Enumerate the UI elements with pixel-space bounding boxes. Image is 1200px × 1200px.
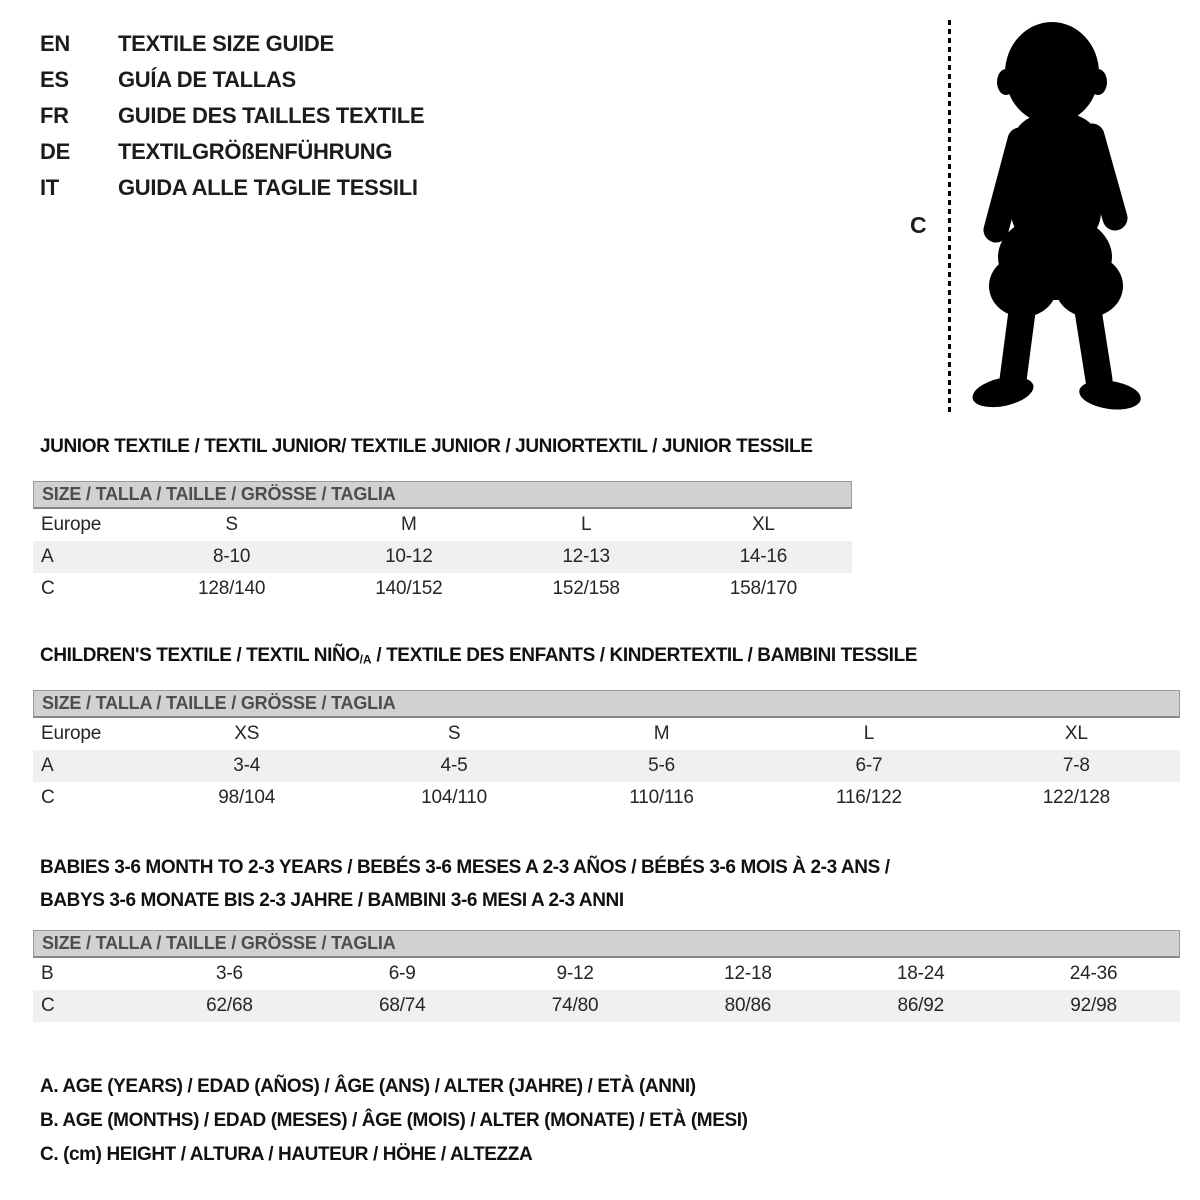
value-cell: 68/74: [378, 995, 426, 1016]
language-code: DE: [40, 139, 70, 164]
column-header-cell: Europe: [41, 514, 102, 535]
value-cell: 98/104: [218, 787, 276, 808]
value-cell: 122/128: [1042, 787, 1110, 808]
value-cell: 110/116: [629, 787, 694, 808]
language-row: [40, 62, 424, 98]
language-title: GUIDE DES TAILLES TEXTILE: [118, 103, 425, 128]
children-header-row: [33, 718, 1180, 750]
value-cell: 12-13: [562, 546, 610, 567]
column-header-cell: XL: [751, 514, 775, 535]
value-cell: 18-24: [896, 963, 945, 984]
children-section-heading: [40, 645, 917, 667]
height-measure-label: C: [910, 212, 927, 238]
language-code: EN: [40, 31, 70, 56]
babies-row-b: [33, 958, 1180, 990]
babies-heading-line1: BABIES 3-6 MONTH TO 2-3 YEARS / BEBÉS 3-6 MESES A 2-3 AÑOS / BÉBÉS 3-6 MOIS À 2-3 ANS /: [40, 856, 890, 878]
column-header-cell: Europe: [41, 723, 102, 744]
children-row-c: [33, 782, 1180, 814]
value-cell: 152/158: [552, 578, 620, 599]
babies-size-table: [33, 930, 1180, 1022]
babies-heading-line2: BABYS 3-6 MONATE BIS 2-3 JAHRE / BAMBINI 3-6 MESI A 2-3 ANNI: [40, 889, 624, 911]
column-header-cell: L: [580, 514, 592, 535]
row-label-cell: C: [41, 787, 55, 808]
value-cell: 158/170: [729, 578, 798, 599]
row-label-cell: A: [41, 546, 54, 567]
children-size-table: [33, 690, 1180, 814]
column-header-cell: XS: [234, 723, 260, 744]
language-title: GUÍA DE TALLAS: [118, 67, 296, 92]
value-cell: 10-12: [385, 546, 433, 567]
junior-row-c: [33, 573, 852, 605]
row-label-cell: B: [41, 963, 54, 984]
column-header-cell: M: [401, 514, 417, 535]
junior-row-a: [33, 541, 852, 573]
value-cell: 9-12: [556, 963, 594, 984]
junior-size-bar: SIZE / TALLA / TAILLE / GRÖSSE / TAGLIA: [33, 481, 852, 509]
value-cell: 128/140: [197, 578, 266, 599]
language-row: [40, 170, 424, 206]
column-header-cell: M: [653, 723, 670, 744]
babies-size-bar: SIZE / TALLA / TAILLE / GRÖSSE / TAGLIA: [33, 930, 1180, 958]
row-label-cell: A: [41, 755, 54, 776]
value-cell: 80/86: [724, 995, 772, 1016]
value-cell: 5-6: [648, 755, 675, 776]
children-row-a: [33, 750, 1180, 782]
value-cell: 140/152: [375, 578, 443, 599]
value-cell: 12-18: [724, 963, 772, 984]
value-cell: 86/92: [897, 995, 944, 1016]
value-cell: 74/80: [551, 995, 599, 1016]
language-row: [40, 98, 424, 134]
babies-row-c: [33, 990, 1180, 1022]
measure-legend: [40, 1070, 748, 1172]
height-measure-dashed-line: [948, 20, 951, 416]
language-title: TEXTILE SIZE GUIDE: [118, 31, 334, 56]
children-heading-subscript: /A: [359, 653, 372, 667]
legend-line-a: A. AGE (YEARS) / EDAD (AÑOS) / ÂGE (ANS) / ALTER (JAHRE) / ETÀ (ANNI): [40, 1076, 696, 1097]
legend-line-b: B. AGE (MONTHS) / EDAD (MESES) / ÂGE (MOIS) / ALTER (MONATE) / ETÀ (MESI): [40, 1110, 748, 1131]
junior-section-heading: JUNIOR TEXTILE / TEXTIL JUNIOR/ TEXTILE JUNIOR / JUNIORTEXTIL / JUNIOR TESSILE: [40, 436, 813, 457]
language-title-list: [40, 26, 424, 206]
junior-size-table: [33, 481, 852, 605]
toddler-silhouette-icon: [962, 16, 1146, 422]
value-cell: 3-4: [233, 755, 261, 776]
column-header-cell: XL: [1064, 723, 1088, 744]
value-cell: 116/122: [835, 787, 902, 808]
value-cell: 92/98: [1070, 995, 1117, 1016]
children-heading-text: CHILDREN'S TEXTILE / TEXTIL NIÑO: [40, 645, 360, 666]
row-label-cell: C: [41, 995, 55, 1016]
value-cell: 3-6: [215, 963, 243, 984]
value-cell: 62/68: [206, 995, 253, 1016]
value-cell: 7-8: [1062, 755, 1090, 776]
language-title: TEXTILGRÖßENFÜHRUNG: [118, 139, 393, 164]
language-code: IT: [40, 175, 59, 200]
language-row: [40, 26, 424, 62]
legend-line-c: C. (cm) HEIGHT / ALTURA / HAUTEUR / HÖHE / ALTEZZA: [40, 1144, 533, 1165]
babies-section-heading: [40, 851, 890, 917]
value-cell: 14-16: [739, 546, 788, 567]
language-title: GUIDA ALLE TAGLIE TESSILI: [118, 175, 418, 200]
children-heading-text: / TEXTILE DES ENFANTS / KINDERTEXTIL / BAMBINI TESSILE: [371, 645, 918, 666]
value-cell: 6-7: [855, 755, 883, 776]
row-label-cell: C: [41, 578, 55, 599]
column-header-cell: L: [863, 723, 875, 744]
value-cell: 4-5: [440, 755, 468, 776]
value-cell: 104/110: [421, 787, 488, 808]
column-header-cell: S: [447, 723, 461, 744]
value-cell: 8-10: [213, 546, 251, 567]
value-cell: 24-36: [1069, 963, 1118, 984]
children-size-bar: SIZE / TALLA / TAILLE / GRÖSSE / TAGLIA: [33, 690, 1180, 718]
language-code: ES: [40, 67, 69, 92]
language-code: FR: [40, 103, 69, 128]
value-cell: 6-9: [388, 963, 416, 984]
language-row: [40, 134, 424, 170]
column-header-cell: S: [225, 514, 238, 535]
junior-header-row: [33, 509, 852, 541]
